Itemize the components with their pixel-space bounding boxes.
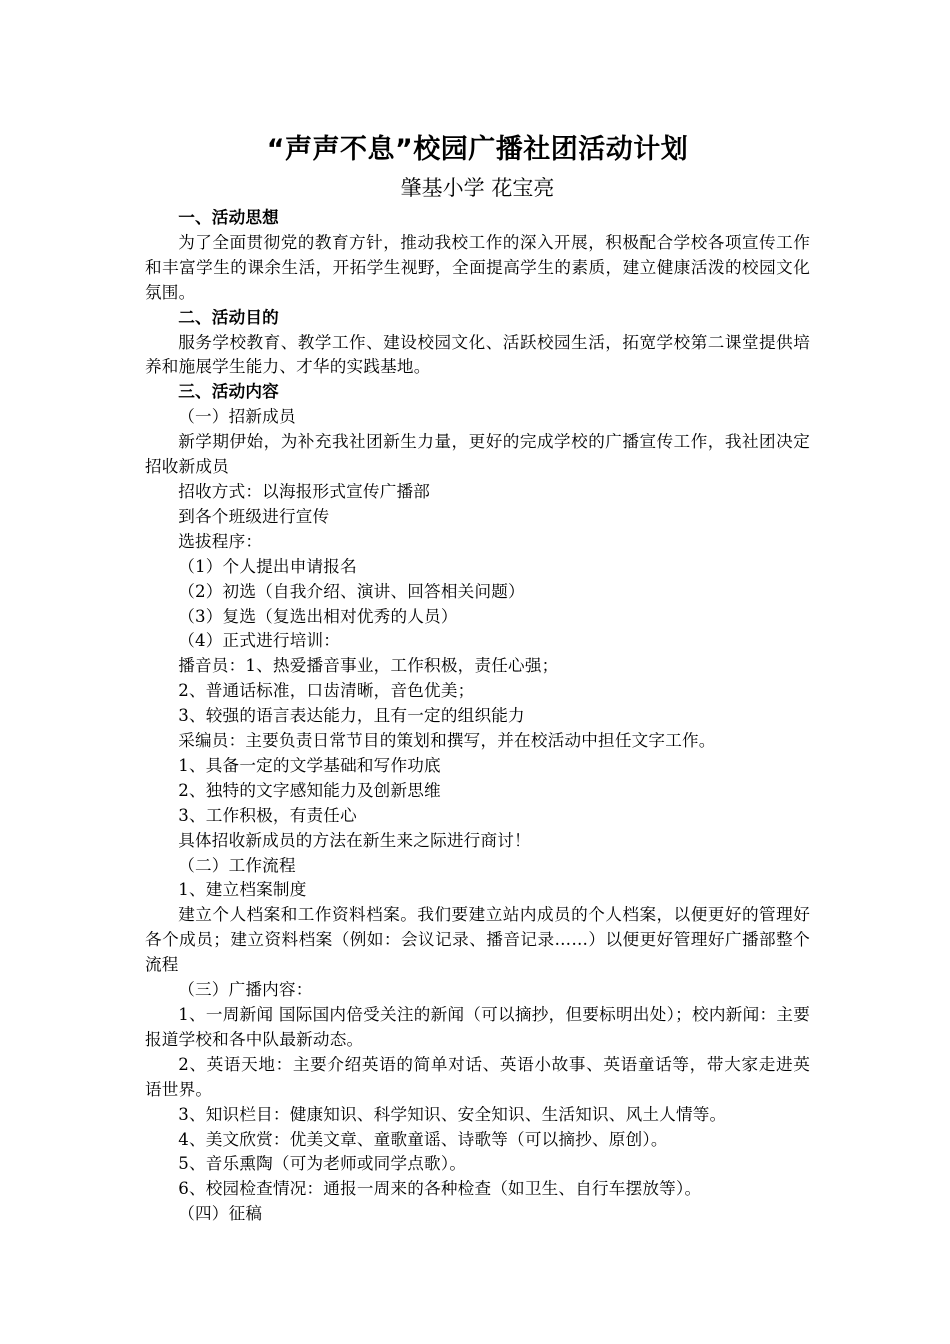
body-paragraph: 1、建立档案制度 [178, 880, 307, 900]
body-paragraph: 播音员：1、热爱播音事业，工作积极，责任心强； [178, 656, 559, 676]
body-paragraph: 新学期伊始，为补充我社团新生力量，更好的完成学校的广播宣传工作，我社团决定招收新成员 [145, 432, 810, 477]
body-paragraph: （二）工作流程 [178, 855, 296, 875]
body-paragraph: 5、音乐熏陶（可为老师或同学点歌）。 [178, 1154, 467, 1174]
body-paragraph: （3）复选（复选出相对优秀的人员） [178, 606, 458, 626]
document-author: 肇基小学 花宝亮 [400, 176, 555, 200]
body-paragraph: （1）个人提出申请报名 [178, 556, 357, 576]
body-paragraph: 3、工作积极，有责任心 [178, 805, 357, 825]
body-paragraph: （三）广播内容： [178, 980, 313, 1000]
section-heading: 三、活动内容 [178, 382, 279, 402]
section-heading: 一、活动思想 [178, 208, 279, 227]
body-paragraph: 4、美文欣赏：优美文章、童歌童谣、诗歌等（可以摘抄、原创）。 [178, 1129, 668, 1149]
body-paragraph: 3、较强的语言表达能力，且有一定的组织能力 [178, 706, 525, 726]
body-paragraph: 到各个班级进行宣传 [178, 506, 330, 526]
body-paragraph: 选拔程序： [178, 531, 263, 551]
body-paragraph: 建立个人档案和工作资料档案。我们要建立站内成员的个人档案，以便更好的管理好各个成员；建立资料档案（例如：会议记录、播音记录……）以便更好管理好广播部整个流程 [145, 905, 810, 975]
body-paragraph: （2）初选（自我介绍、演讲、回答相关问题） [178, 581, 525, 601]
body-paragraph: 2、独特的文字感知能力及创新思维 [178, 780, 441, 800]
body-paragraph: 采编员：主要负责日常节目的策划和撰写，并在校活动中担任文字工作。 [178, 731, 716, 751]
document-body [145, 206, 810, 1227]
body-paragraph: 3、知识栏目：健康知识、科学知识、安全知识、生活知识、风土人情等。 [178, 1104, 727, 1124]
body-paragraph: 服务学校教育、教学工作、建设校园文化、活跃校园生活，拓宽学校第二课堂提供培养和施展学生能力、才华的实践基地。 [145, 332, 810, 377]
body-paragraph: 为了全面贯彻党的教育方针，推动我校工作的深入开展，积极配合学校各项宣传工作和丰富学生的课余生活，开拓学生视野，全面提高学生的素质，建立健康活泼的校园文化氛围。 [145, 232, 810, 302]
document-page [145, 128, 810, 1227]
body-paragraph: （4）正式进行培训： [178, 631, 341, 651]
body-paragraph: （一）招新成员 [178, 407, 296, 427]
body-paragraph: 2、普通话标准，口齿清晰，音色优美； [178, 681, 475, 701]
body-paragraph: 1、具备一定的文学基础和写作功底 [178, 755, 441, 775]
body-paragraph: 招收方式：以海报形式宣传广播部 [178, 481, 431, 501]
section-heading: 二、活动目的 [178, 307, 279, 327]
body-paragraph: （四）征稿 [178, 1204, 263, 1224]
body-paragraph: 2、英语天地：主要介绍英语的简单对话、英语小故事、英语童话等，带大家走进英语世界。 [145, 1054, 810, 1099]
body-paragraph: 6、校园检查情况：通报一周来的各种检查（如卫生、自行车摆放等）。 [178, 1179, 702, 1199]
body-paragraph: 1、一周新闻 国际国内倍受关注的新闻（可以摘抄，但要标明出处）；校内新闻：主要报道学校和各中队最新动态。 [145, 1005, 810, 1049]
body-paragraph: 具体招收新成员的方法在新生来之际进行商讨！ [178, 830, 531, 850]
document-title: “声声不息”校园广播社团活动计划 [266, 134, 689, 165]
